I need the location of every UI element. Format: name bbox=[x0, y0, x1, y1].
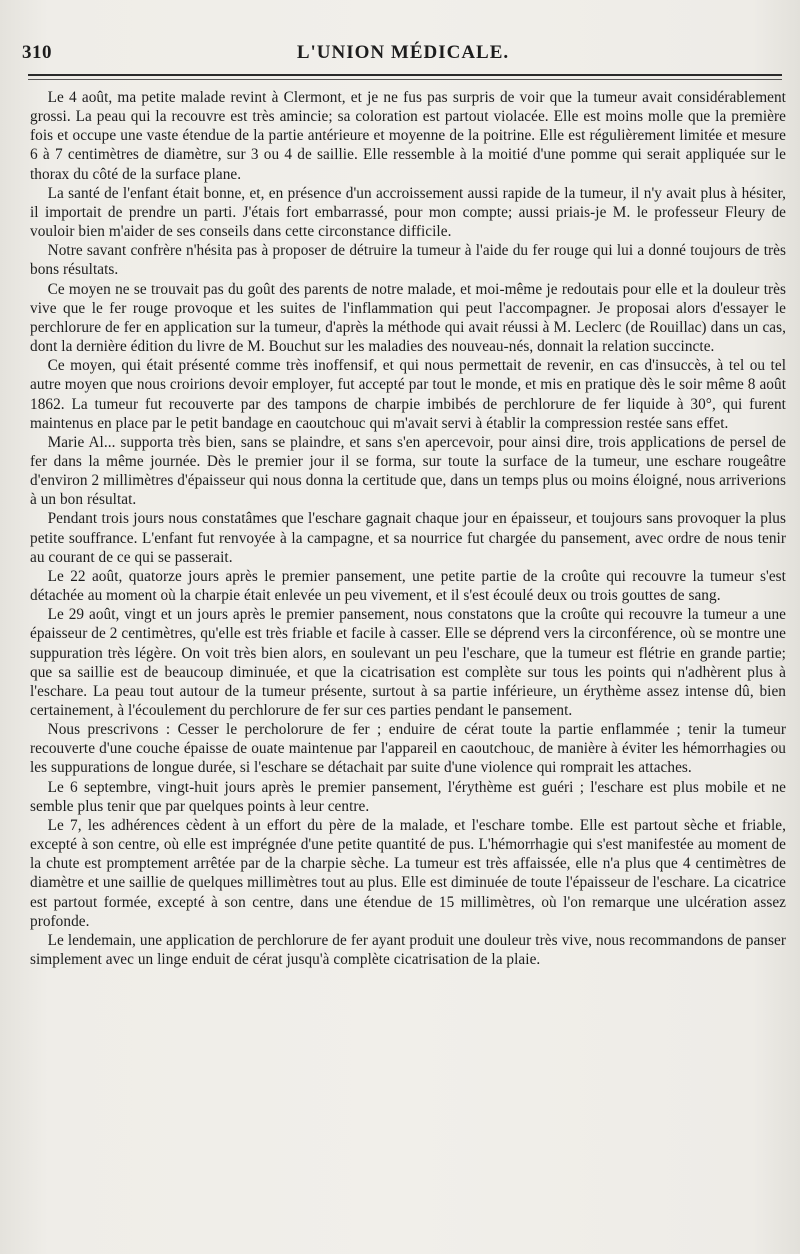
article-body bbox=[30, 88, 786, 969]
running-title: L'UNION MÉDICALE. bbox=[296, 42, 510, 63]
page-header bbox=[22, 42, 784, 72]
header-rule bbox=[28, 74, 782, 76]
paragraph: Marie Al... supporta très bien, sans se plaindre, et sans s'en apercevoir, pour ainsi dire, trois applications de persel de fer dans la même journée. Dès le premier jour il se forma, sur toute la surface de la tumeur, une eschare rougeâtre d'environ 2 millimètres d'épaisseur qui nous donna la certitude que, dans un temps plus ou moins éloigné, nous arriverions à un bon résultat. bbox=[30, 433, 786, 509]
paragraph: Le 29 août, vingt et un jours après le premier pansement, nous constatons que la croûte qui recouvre la tumeur a une épaisseur de 2 centimètres, qu'elle est très friable et facile à casser. Elle se déprend vers la circonférence, où se montre une suppuration très légère. On voit très bien alors, en soulevant un peu l'eschare, que la tumeur est flétrie en grande partie; que sa saillie est de beaucoup diminuée, et que la cicatrisation est complète sur tous les points qui n'adhèrent plus à l'eschare. La peau tout autour de la tumeur présente, surtout à sa partie inférieure, un érythème assez intense dû, bien certainement, à l'écoulement du perchlorure de fer sur ces parties pendant le pansement. bbox=[30, 606, 786, 719]
page-number: 310 bbox=[22, 42, 52, 63]
paragraph: Ce moyen ne se trouvait pas du goût des parents de notre malade, et moi-même je redoutais pour elle et la douleur très vive que le fer rouge provoque et les suites de l'inflammation qui peut l'accompagner. Je proposai alors d'essayer le perchlorure de fer en application sur la tumeur, d'après la méthode qui avait réussi à M. Leclerc (de Rouillac) dans un cas, dont la dernière édition du livre de M. Bouchut sur les maladies des nouveau-nés, donnait la relation succincte. bbox=[30, 280, 786, 356]
paragraph: Notre savant confrère n'hésita pas à proposer de détruire la tumeur à l'aide du fer rouge qui lui a donné toujours de très bons résultats. bbox=[30, 242, 786, 279]
paragraph: Le 7, les adhérences cèdent à un effort du père de la malade, et l'eschare tombe. Elle est partout sèche et friable, excepté à son centre, où elle est imprégnée d'une petite quantité de pus. L'hémorrhagie qui s'est manifestée au moment de la chute est promptement arrêtée par de la charpie sèche. La tumeur est très affaissée, elle n'a plus que 4 centimètres de diamètre et une saillie de quelques millimètres tout au plus. Elle est diminuée de toute l'épaisseur de l'eschare. La cicatrice est partout formée, excepté à son centre, dans une étendue de 15 millimètres, où l'on remarque une ulcération assez profonde. bbox=[30, 816, 786, 930]
paragraph: Ce moyen, qui était présenté comme très inoffensif, et qui nous permettait de revenir, en cas d'insuccès, à tel ou tel autre moyen que nous croirions devoir employer, fut accepté par tout le monde, et mis en pratique dès le soir même 8 août 1862. La tumeur fut recouverte par des tampons de charpie imbibés de perchlorure de fer liquide à 30°, qui furent maintenus en place par le petit bandage en caoutchouc qui m'avait servi à établir la compression restée sans effet. bbox=[30, 357, 786, 432]
header-rule-thin bbox=[28, 79, 782, 80]
paragraph: La santé de l'enfant était bonne, et, en présence d'un accroissement aussi rapide de la tumeur, il n'y avait plus à hésiter, il importait de prendre un parti. J'étais fort embarrassé, pour mon compte; aussi priais-je M. le professeur Fleury de vouloir bien m'aider de ses conseils dans cette circonstance difficile. bbox=[30, 184, 786, 241]
paragraph: Le lendemain, une application de perchlorure de fer ayant produit une douleur très vive, nous recommandons de panser simplement avec un linge enduit de cérat jusqu'à complète cicatrisation de la plaie. bbox=[30, 931, 786, 969]
paragraph: Pendant trois jours nous constatâmes que l'eschare gagnait chaque jour en épaisseur, et toujours sans provoquer la plus petite souffrance. L'enfant fut renvoyée à la campagne, et sa nourrice fut chargée du pansement, avec ordre de nous tenir au courant de ce qui se passerait. bbox=[30, 510, 786, 566]
paragraph: Le 6 septembre, vingt-huit jours après le premier pansement, l'érythème est guéri ; l'eschare est plus mobile et ne semble plus tenir que par quelques points à leur centre. bbox=[30, 778, 786, 815]
paragraph: Nous prescrivons : Cesser le percholorure de fer ; enduire de cérat toute la partie enflammée ; tenir la tumeur recouverte d'une couche épaisse de ouate maintenue par l'appareil en caoutchouc, de manière à éviter les hémorrhagies ou les suppurations de longue durée, si l'eschare se détachait par suite d'une violence qui romprait les attaches. bbox=[30, 721, 786, 777]
paragraph: Le 22 août, quatorze jours après le premier pansement, une petite partie de la croûte qui recouvre la tumeur s'est détachée au moment où la charpie était enlevée un peu vivement, et il s'est écoulé deux ou trois gouttes de sang. bbox=[30, 567, 786, 605]
paragraph: Le 4 août, ma petite malade revint à Clermont, et je ne fus pas surpris de voir que la tumeur avait considérablement grossi. La peau qui la recouvre est très amincie; sa coloration est partout violacée. Elle est moins molle que la première fois et occupe une vaste étendue de la partie antérieure et moyenne de la poitrine. Elle est régulièrement limitée et mesure 6 à 7 centimètres de diamètre, sur 3 ou 4 de saillie. Elle ressemble à la moitié d'une pomme qui serait appliquée sur le thorax du côté de la surface plane. bbox=[30, 89, 786, 183]
